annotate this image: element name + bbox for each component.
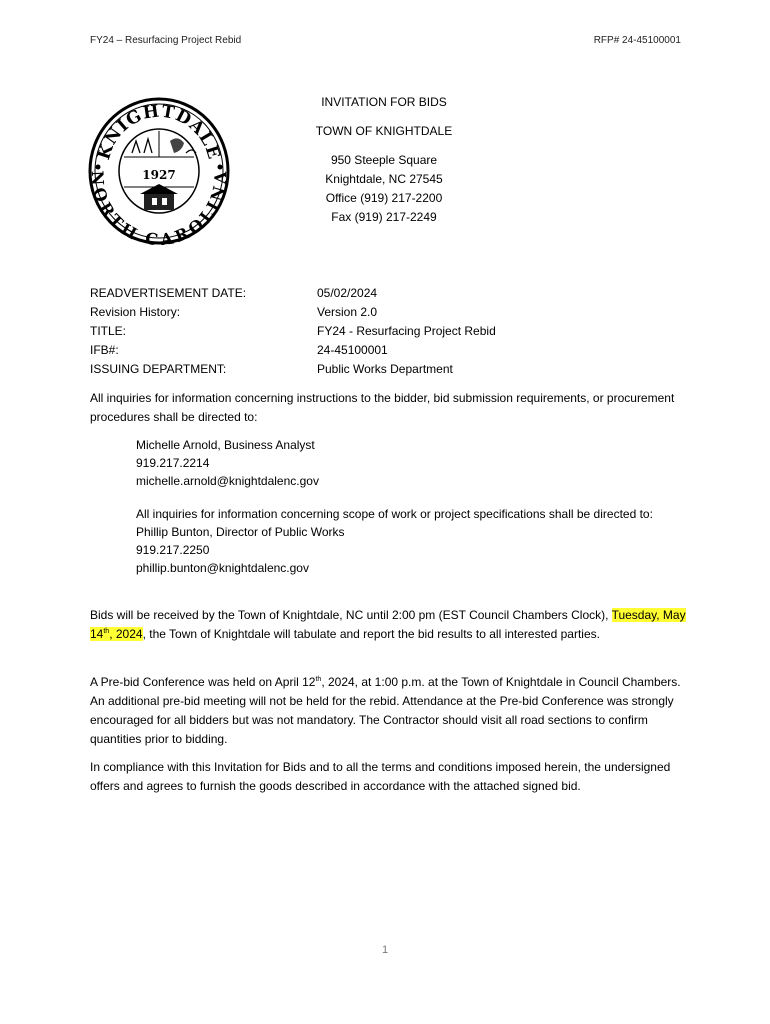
info-value: Public Works Department <box>317 362 453 376</box>
info-row <box>90 341 496 360</box>
contact-email: michelle.arnold@knightdalenc.gov <box>136 474 319 488</box>
seal-year: 1927 <box>142 168 176 182</box>
contact-name: Phillip Bunton, Director of Public Works <box>136 525 345 539</box>
info-row <box>90 360 496 379</box>
contact-email: phillip.bunton@knightdalenc.gov <box>136 561 309 575</box>
info-label: READVERTISEMENT DATE: <box>90 286 247 300</box>
seal-bottom-text: NORTH CAROLINA <box>88 170 230 245</box>
town-name: TOWN OF KNIGHTDALE <box>315 124 453 138</box>
compliance-paragraph: In compliance with this Invitation for Bids and to all the terms and conditions imposed herein, the undersigned offers and agrees to furnish the goods described in accordance with the attached signed bid. <box>90 760 671 793</box>
header-left: FY24 – Resurfacing Project Rebid <box>90 35 242 46</box>
prebid-paragraph <box>90 673 690 749</box>
address-line: Fax (919) 217-2249 <box>331 210 437 224</box>
info-label: IFB#: <box>90 343 119 357</box>
info-value: 05/02/2024 <box>317 286 378 300</box>
seal-top-text: KNIGHTDALE <box>94 101 224 163</box>
scope-contact <box>136 505 686 577</box>
address-line: Knightdale, NC 27545 <box>325 172 443 186</box>
bid-info-table <box>90 284 496 379</box>
contact-name: Michelle Arnold, Business Analyst <box>136 438 315 452</box>
prebid-date-suffix: th <box>315 676 322 683</box>
info-label: Revision History: <box>90 305 181 319</box>
info-value: FY24 - Resurfacing Project Rebid <box>317 324 496 338</box>
prebid-text-after: , 2024, at 1:00 p.m. at the Town of Knightdale in Council Chambers. An additional pre-bid meeting will not be held for the rebid. Attendance at the Pre-bid Conference was strongly encouraged for all bidders but was not mandatory. The Contractor should visit all road sections to confirm quantities prior to bidding. <box>90 675 681 746</box>
invitation-heading: INVITATION FOR BIDS <box>321 95 447 109</box>
header-right: RFP# 24-45100001 <box>593 35 681 46</box>
prebid-text-before: A Pre-bid Conference was held on April 12 <box>90 675 316 689</box>
address-line: Office (919) 217-2200 <box>325 191 443 205</box>
info-value: 24-45100001 <box>317 343 388 357</box>
procurement-contact <box>136 436 319 490</box>
info-label: TITLE: <box>90 324 127 338</box>
info-row <box>90 322 496 341</box>
due-date-year: , 2024 <box>109 627 143 641</box>
address-line: 950 Steeple Square <box>330 153 438 167</box>
contact-phone: 919.217.2214 <box>136 456 210 470</box>
inquiries-intro: All inquiries for information concerning instructions to the bidder, bid submission requirements, or procurement procedures shall be directed to: <box>90 391 675 424</box>
scope-intro: All inquiries for information concerning scope of work or project specifications shall be directed to: <box>136 507 653 521</box>
town-seal-logo <box>88 97 230 245</box>
info-value: Version 2.0 <box>317 305 378 319</box>
info-row <box>90 303 496 322</box>
due-date-day: Tuesday, May 14 <box>90 608 686 641</box>
contact-phone: 919.217.2250 <box>136 543 210 557</box>
bids-text-after: , the Town of Knightdale will tabulate and report the bid results to all interested parties. <box>142 627 600 641</box>
page-number: 1 <box>381 944 389 956</box>
info-label: ISSUING DEPARTMENT: <box>90 362 227 376</box>
bids-text-before: Bids will be received by the Town of Knightdale, NC until 2:00 pm (EST Council Chambers Clock), <box>90 608 612 622</box>
bids-received-paragraph <box>90 606 690 644</box>
due-date-suffix: th <box>103 628 110 635</box>
info-row <box>90 284 496 303</box>
town-address <box>284 151 484 227</box>
